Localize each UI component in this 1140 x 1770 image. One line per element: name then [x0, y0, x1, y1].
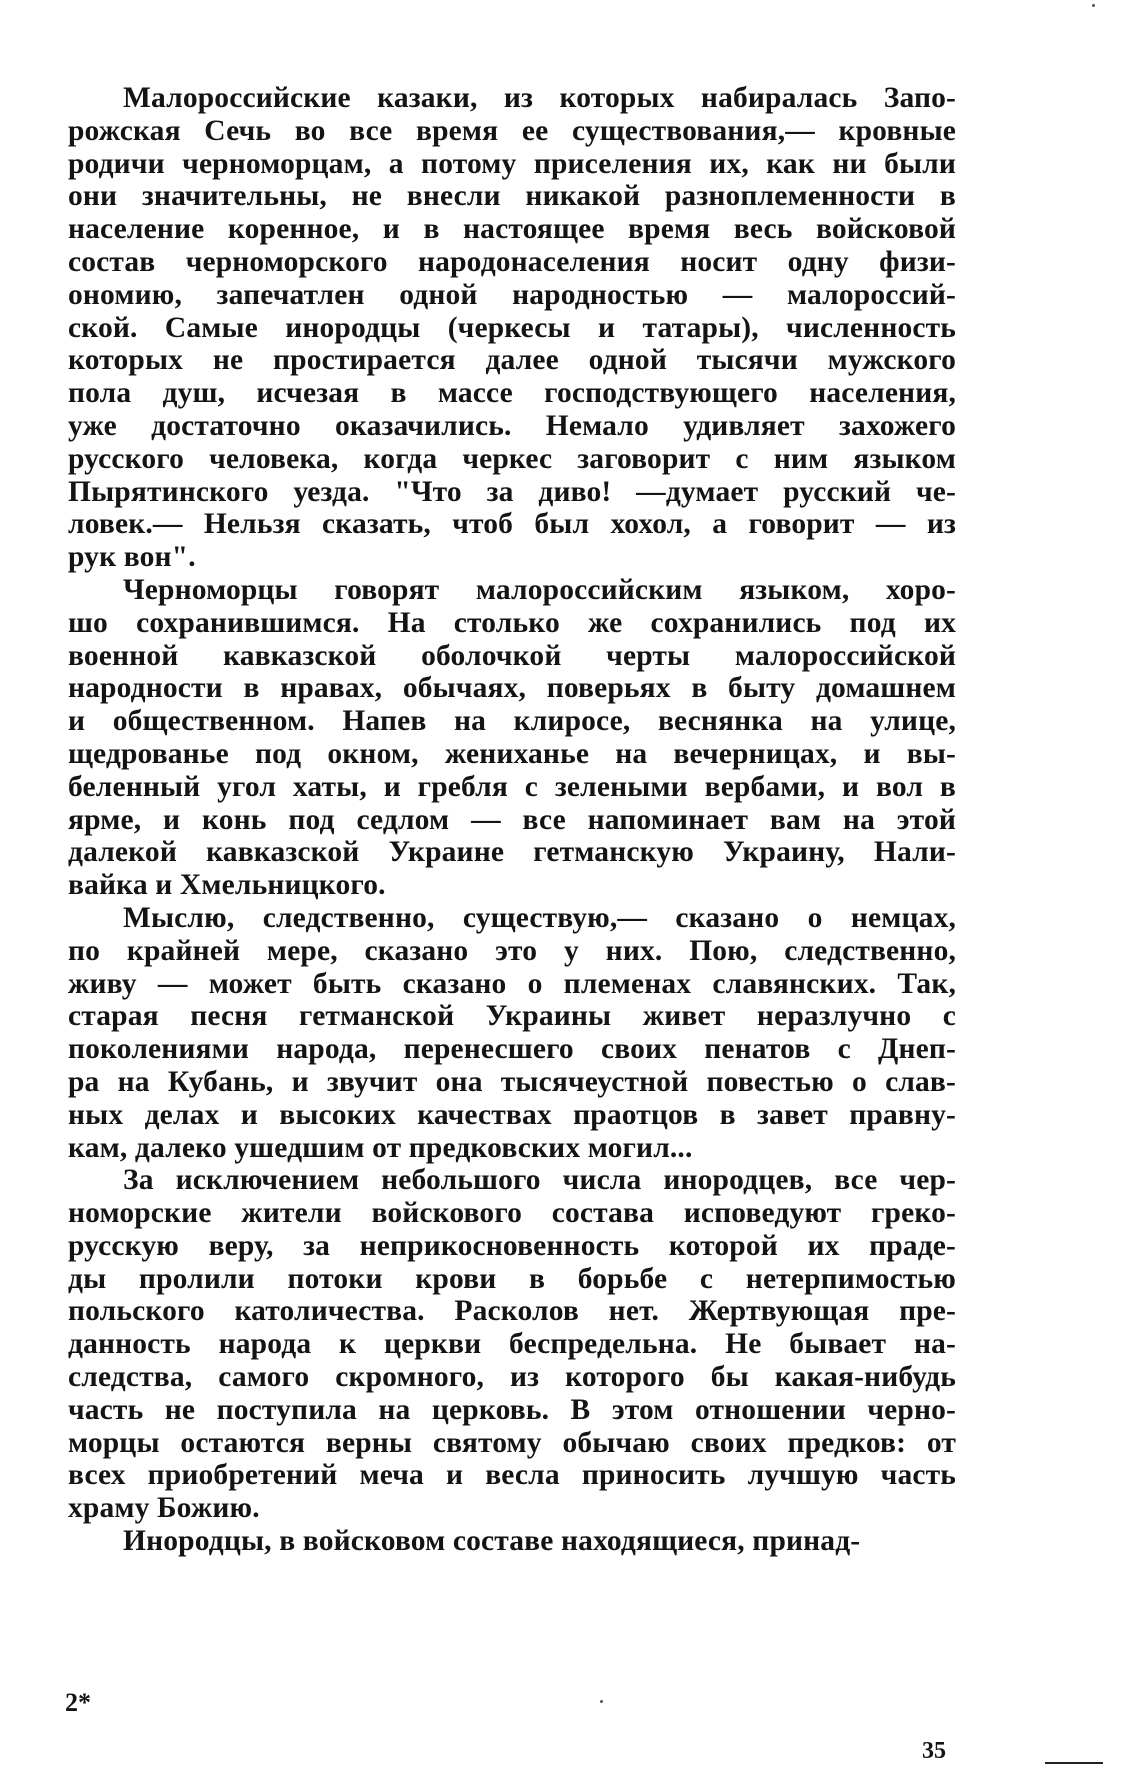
text-line: родичи черноморцам, а потому приселения их, как ни были [68, 147, 956, 180]
scan-speck [1092, 4, 1095, 7]
text-line: живу — может быть сказано о племенах славянских. Так, [68, 967, 956, 1000]
text-line: уже достаточно оказачились. Немало удивляет захожего [68, 409, 956, 442]
text-line: которых не простирается далее одной тысячи мужского [68, 344, 956, 377]
text-line: ных делах и высоких качествах праотцов в завет правну- [68, 1098, 956, 1131]
text-line: старая песня гетманской Украины живет неразлучно с [68, 1000, 956, 1033]
text-line: население коренное, и в настоящее время весь войсковой [68, 213, 956, 246]
text-line: рожская Сечь во все время ее существования,— кровные [68, 114, 956, 147]
text-line: ской. Самые инородцы (черкесы и татары), численность [68, 311, 956, 344]
text-line: народности в нравах, обычаях, поверьях в быту домашнем [68, 672, 956, 705]
text-line: кам, далеко ушедшим от предковских могил... [68, 1131, 693, 1164]
text-line: поколениями народа, перенесшего своих пенатов с Днеп- [68, 1033, 956, 1066]
text-line: Малороссийские казаки, из которых набиралась Запо- [123, 82, 956, 114]
text-line: далекой кавказской Украине гетманскую Украину, Нали- [68, 836, 956, 869]
text-line: шо сохранившимся. На столько же сохранились под их [68, 606, 956, 639]
text-line: ра на Кубань, и звучит она тысячеустной повестью о слав- [68, 1065, 956, 1098]
text-line: военной кавказской оболочкой черты малороссийской [68, 639, 956, 672]
printer-signature-mark: 2* [65, 1688, 91, 1717]
page-number: 35 [922, 1738, 946, 1764]
text-line: следства, самого скромного, из которого бы какая-нибудь [68, 1361, 956, 1394]
text-line: они значительны, не внесли никакой разноплеменности в [68, 180, 956, 213]
text-line: русского человека, когда черкес заговорит с ним языком [68, 442, 956, 475]
text-line: часть не поступила на церковь. В этом отношении черно- [68, 1393, 956, 1426]
text-line: польского католичества. Расколов нет. Жертвующая пре- [68, 1295, 956, 1328]
text-line: Инородцы, в войсковом составе находящиеся, принад- [123, 1525, 861, 1558]
text-line: номорские жители войскового состава исповедуют греко- [68, 1197, 956, 1230]
text-line: Черноморцы говорят малороссийским языком, хоро- [123, 573, 956, 606]
text-line: русскую веру, за неприкосновенность которой их праде- [68, 1229, 956, 1262]
body-text [68, 82, 956, 1558]
text-line: ономию, запечатлен одной народностью — малороссий- [68, 278, 956, 311]
text-line: вайка и Хмельницкого. [68, 869, 386, 902]
text-line: данность народа к церкви беспредельна. Не бывает на- [68, 1328, 956, 1361]
text-line: ярме, и конь под седлом — все напоминает вам на этой [68, 803, 956, 836]
text-line: За исключением небольшого числа инородцев, все чер- [123, 1164, 956, 1197]
text-line: и общественном. Напев на клиросе, веснянка на улице, [68, 705, 956, 738]
text-line: морцы остаются верны святому обычаю своих предков: от [68, 1426, 956, 1459]
text-line: беленный угол хаты, и гребля с зелеными вербами, и вол в [68, 770, 956, 803]
text-line: состав черноморского народонаселения носит одну физи- [68, 245, 956, 278]
text-line: по крайней мере, сказано это у них. Пою, следственно, [68, 934, 956, 967]
text-line: ловек.— Нельзя сказать, чтоб был хохол, а говорит — из [68, 508, 956, 541]
text-line: пола душ, исчезая в массе господствующего населения, [68, 377, 956, 410]
text-line: ды пролили потоки крови в борьбе с нетерпимостью [68, 1262, 956, 1295]
scan-speck [600, 1700, 603, 1703]
text-line: Пырятинского уезда. "Что за диво! —думает русский че- [68, 475, 956, 508]
text-line: щедрованье под окном, жениханье на вечерницах, и вы- [68, 737, 956, 770]
text-line: рук вон". [68, 541, 196, 574]
text-line: храму Божию. [68, 1492, 260, 1525]
scan-edge-rule [1045, 1762, 1103, 1764]
text-line: Мыслю, следственно, существую,— сказано о немцах, [123, 901, 956, 934]
text-line: всех приобретений меча и весла приносить лучшую часть [68, 1459, 956, 1492]
